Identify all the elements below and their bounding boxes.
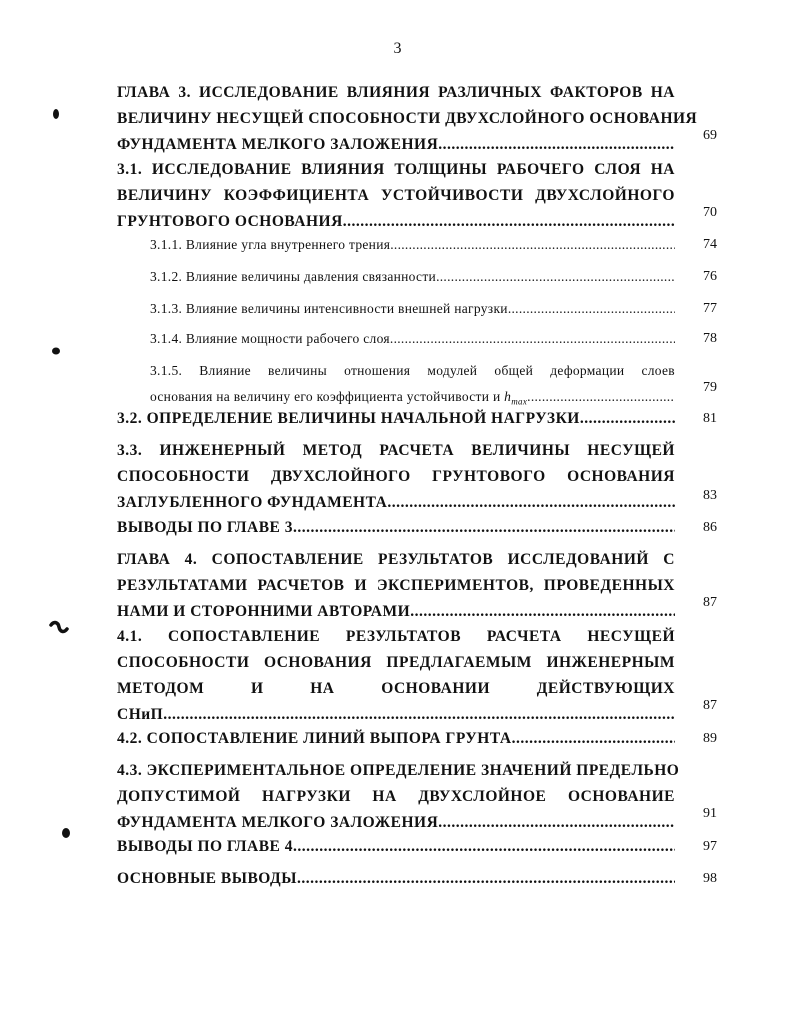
toc-line: ФУНДАМЕНТА МЕЛКОГО ЗАЛОЖЕНИЯ [117,814,439,831]
toc-entry-3-3 [117,438,717,516]
toc-entry-3-1 [117,157,717,235]
toc-line: 4.2. СОПОСТАВЛЕНИЕ ЛИНИЙ ВЫПОРА ГРУНТА [117,730,512,747]
toc-line: ЗАГЛУБЛЕННОГО ФУНДАМЕНТА [117,494,388,511]
page-number: 3 [393,40,402,57]
toc-page-number: 86 [703,520,717,535]
symbol-h: h [504,389,512,404]
dot-leader [436,264,675,290]
toc-line: 3.1.1. Влияние угла внутреннего трения [150,237,391,252]
toc-page-number: 98 [703,871,717,886]
toc-line: 3.1.3. Влияние величины интенсивности внешней нагрузки [150,301,508,316]
toc-line: ВЕЛИЧИНУ НЕСУЩЕЙ СПОСОБНОСТИ ДВУХСЛОЙНОГО ОСНОВАНИЯ [117,110,698,127]
toc-page-number: 97 [703,839,717,854]
dot-leader [410,599,675,625]
toc-page-number: 78 [703,331,717,346]
toc-line: 3.1.5. Влияние величины отношения модулей общей деформации слоев [150,363,675,378]
toc-line: 4.3. ЭКСПЕРИМЕНТАЛЬНОЕ ОПРЕДЕЛЕНИЕ ЗНАЧЕНИЙ ПРЕДЕЛЬНО [117,762,680,779]
toc-line: РЕЗУЛЬТАТАМИ РАСЧЕТОВ И ЭКСПЕРИМЕНТОВ, ПРОВЕДЕННЫХ [117,577,675,594]
toc-line: 4.1. СОПОСТАВЛЕНИЕ РЕЗУЛЬТАТОВ РАСЧЕТА НЕСУЩЕЙ [117,628,675,645]
toc-page-number: 74 [703,237,717,252]
dot-leader [438,132,675,158]
toc-line: НАМИ И СТОРОННИМИ АВТОРАМИ [117,603,411,620]
toc-entry-4-2 [117,726,717,752]
toc-line: 3.1. ИССЛЕДОВАНИЕ ВЛИЯНИЯ ТОЛЩИНЫ РАБОЧЕГО СЛОЯ НА [117,161,675,178]
dot-leader [163,702,675,728]
dot-leader [438,810,675,836]
toc-line: ДОПУСТИМОЙ НАГРУЗКИ НА ДВУХСЛОЙНОЕ ОСНОВАНИЕ [117,788,675,805]
toc-entry-3-2 [117,406,717,432]
toc-entry-3-1-3 [150,296,717,322]
toc-line: ГЛАВА 3. ИССЛЕДОВАНИЕ ВЛИЯНИЯ РАЗЛИЧНЫХ ФАКТОРОВ НА [117,84,675,101]
toc-page-number: 79 [703,380,717,395]
toc-line: ГЛАВА 4. СОПОСТАВЛЕНИЕ РЕЗУЛЬТАТОВ ИССЛЕДОВАНИЙ С [117,551,675,568]
dot-leader [390,326,675,352]
symbol-sub-max: max [511,396,528,407]
toc-line: МЕТОДОМ И НА ОСНОВАНИИ ДЕЙСТВУЮЩИХ [117,680,675,697]
toc-line: ВЕЛИЧИНУ КОЭФФИЦИЕНТА УСТОЙЧИВОСТИ ДВУХСЛОЙНОГО [117,187,675,204]
toc-entry-chapter-4 [117,547,717,625]
toc-page-number: 87 [703,595,717,610]
toc-entry-3-1-2 [150,264,717,290]
toc-page-number: 81 [703,411,717,426]
dot-leader [293,834,675,860]
toc-entry-3-1-1 [150,232,717,258]
toc-page-number: 76 [703,269,717,284]
dot-leader [508,296,675,322]
toc-line: ГРУНТОВОГО ОСНОВАНИЯ [117,213,343,230]
dot-leader [387,490,675,516]
toc-entry-main-conclusions [117,866,717,892]
toc-line: СПОСОБНОСТИ ДВУХСЛОЙНОГО ГРУНТОВОГО ОСНОВАНИЯ [117,468,675,485]
toc-line: 3.3. ИНЖЕНЕРНЫЙ МЕТОД РАСЧЕТА ВЕЛИЧИНЫ НЕСУЩЕЙ [117,442,675,459]
toc-line: 3.1.4. Влияние мощности рабочего слоя [150,331,390,346]
toc-line: СПОСОБНОСТИ ОСНОВАНИЯ ПРЕДЛАГАЕМЫМ ИНЖЕНЕРНЫМ [117,654,675,671]
toc-page-number: 77 [703,301,717,316]
toc-entry-chapter-3 [117,80,717,158]
toc-page-number: 69 [703,128,717,143]
toc-line: 3.2. ОПРЕДЕЛЕНИЕ ВЕЛИЧИНЫ НАЧАЛЬНОЙ НАГРУЗКИ [117,410,580,427]
toc-page-number: 89 [703,731,717,746]
dot-leader [512,726,675,752]
toc-entry-conclusions-3 [117,515,717,541]
toc-page-number: 91 [703,806,717,821]
toc-line: 3.1.2. Влияние величины давления связанности [150,269,437,284]
toc-entry-4-1 [117,624,717,728]
toc-line: ВЫВОДЫ ПО ГЛАВЕ 3 [117,519,293,536]
toc-page-number: 83 [703,488,717,503]
toc-page-number: 87 [703,698,717,713]
toc-line: ОСНОВНЫЕ ВЫВОДЫ [117,870,297,887]
toc-line: основания на величину его коэффициента устойчивости и [150,389,501,404]
toc-line: СНиП [117,706,164,723]
toc-page-number: 70 [703,205,717,220]
toc-entry-conclusions-4 [117,834,717,860]
dot-leader [580,406,675,432]
toc-entry-3-1-4 [150,326,717,352]
toc-line: ФУНДАМЕНТА МЕЛКОГО ЗАЛОЖЕНИЯ [117,136,439,153]
toc-entry-4-3 [117,758,717,836]
dot-leader [297,866,675,892]
toc-line: ВЫВОДЫ ПО ГЛАВЕ 4 [117,838,293,855]
dot-leader [390,232,675,258]
dot-leader [293,515,675,541]
